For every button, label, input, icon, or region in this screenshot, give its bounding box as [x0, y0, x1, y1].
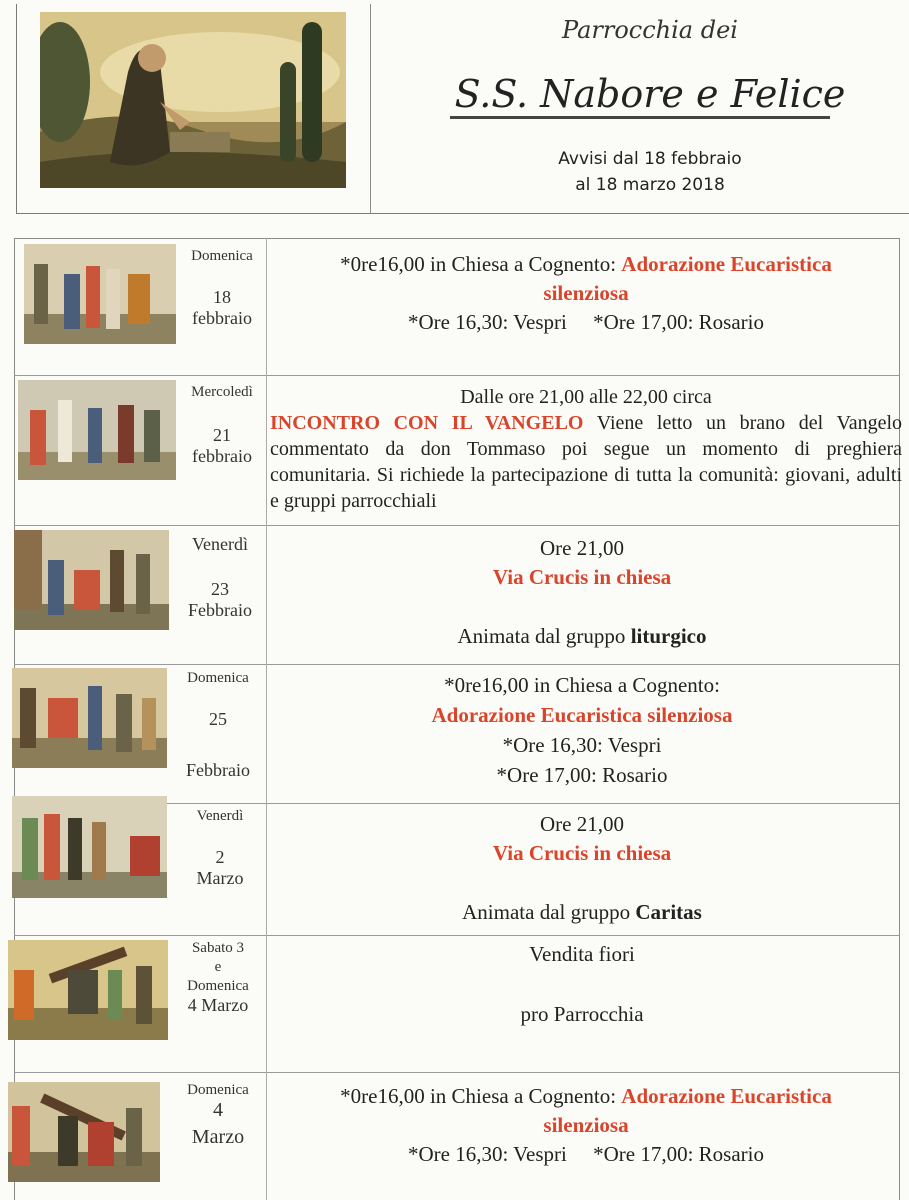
event-date	[170, 1082, 266, 1149]
row-divider	[14, 375, 900, 376]
event-date-number: 21	[213, 425, 231, 445]
period-text	[420, 146, 880, 198]
event-conjunction: e	[214, 959, 222, 975]
event-text: *Ore 16,30: Vespri *Ore 17,00: Rosario	[408, 1142, 764, 1166]
event-date	[176, 384, 268, 467]
event-day: Venerdì	[196, 808, 244, 824]
parish-underline	[450, 116, 830, 119]
event-day: Domenica	[187, 1082, 249, 1098]
event-highlight: silenziosa	[543, 281, 629, 305]
station-picture	[18, 380, 176, 480]
event-description	[272, 940, 892, 1029]
event-description	[272, 670, 892, 790]
row-divider	[14, 525, 900, 526]
event-text: *0re16,00 in Chiesa a Cognento:	[340, 1084, 622, 1108]
station-picture	[8, 940, 168, 1040]
event-text: *0re16,00 in Chiesa a Cognento:	[444, 673, 720, 697]
event-day: Domenica	[191, 248, 253, 264]
parish-prefix: Parrocchia dei	[562, 16, 738, 44]
event-description	[272, 534, 892, 651]
event-description	[270, 1082, 902, 1169]
station-picture	[12, 796, 167, 898]
event-description	[272, 250, 900, 337]
event-day: Venerdì	[192, 534, 248, 554]
event-day: Mercoledì	[191, 384, 253, 400]
event-text: Viene letto un brano del Vangelo commentato da don Tommaso poi segue un momento di preghiera comunitaria. Si richiede la partecipazione di tutta la comunità: giovani, adulti e gruppi parrocchiali	[270, 412, 903, 512]
event-text: *Ore 16,30: Vespri *Ore 17,00: Rosario	[408, 310, 764, 334]
period-line-1: Avvisi dal 18 febbraio	[558, 149, 742, 169]
event-highlight: silenziosa	[543, 1113, 629, 1137]
event-text: pro Parrocchia	[520, 1002, 644, 1026]
station-picture	[12, 668, 167, 768]
event-date-number: 23	[211, 579, 229, 599]
event-text: Vendita fiori	[529, 942, 635, 966]
event-month: Febbraio	[188, 600, 252, 620]
station-picture	[8, 1082, 160, 1182]
event-day: Domenica	[187, 978, 249, 994]
event-date-number: 4	[213, 1099, 223, 1121]
event-text: Ore 21,00	[540, 536, 624, 560]
event-highlight: Adorazione Eucaristica	[621, 1084, 832, 1108]
row-divider	[14, 664, 900, 665]
event-date	[172, 808, 268, 889]
event-group: liturgico	[630, 624, 707, 648]
event-date	[170, 940, 266, 1016]
station-picture	[24, 244, 176, 344]
row-divider	[14, 935, 900, 936]
event-highlight: INCONTRO CON IL VANGELO	[270, 412, 584, 434]
event-month: Marzo	[196, 868, 244, 888]
event-day: Domenica	[187, 670, 249, 686]
event-text: *Ore 16,30: Vespri	[502, 733, 662, 757]
event-month: febbraio	[192, 308, 252, 328]
event-description	[272, 810, 892, 927]
event-text: *Ore 17,00: Rosario	[496, 763, 668, 787]
event-month: Marzo	[191, 1126, 245, 1148]
event-date-number: 4 Marzo	[187, 995, 249, 1015]
event-day: Sabato 3	[191, 940, 245, 956]
event-group: Caritas	[635, 900, 702, 924]
event-highlight: Via Crucis in chiesa	[492, 841, 672, 865]
event-text: Animata dal gruppo	[462, 900, 636, 924]
event-date-number: 18	[213, 287, 231, 307]
header-divider	[370, 4, 371, 214]
event-highlight: Adorazione Eucaristica silenziosa	[431, 703, 733, 727]
header-prayer-picture	[40, 12, 346, 188]
event-date	[176, 248, 268, 329]
event-date	[172, 534, 268, 621]
event-highlight: Via Crucis in chiesa	[492, 565, 672, 589]
event-text: *0re16,00 in Chiesa a Cognento:	[340, 252, 622, 276]
parish-name: S.S. Nabore e Felice	[454, 72, 846, 116]
period-line-2: al 18 marzo 2018	[575, 175, 725, 195]
event-text: Animata dal gruppo	[457, 624, 631, 648]
event-month: febbraio	[192, 446, 252, 466]
event-description	[270, 384, 902, 514]
event-text: Ore 21,00	[540, 812, 624, 836]
event-date-number: 25	[209, 709, 227, 729]
station-picture	[14, 530, 169, 630]
event-month: Febbraio	[186, 760, 250, 780]
event-text: Dalle ore 21,00 alle 22,00 circa	[460, 386, 712, 408]
row-divider	[14, 1072, 900, 1073]
event-date	[168, 670, 268, 781]
event-highlight: Adorazione Eucaristica	[621, 252, 832, 276]
event-date-number: 2	[215, 847, 225, 867]
